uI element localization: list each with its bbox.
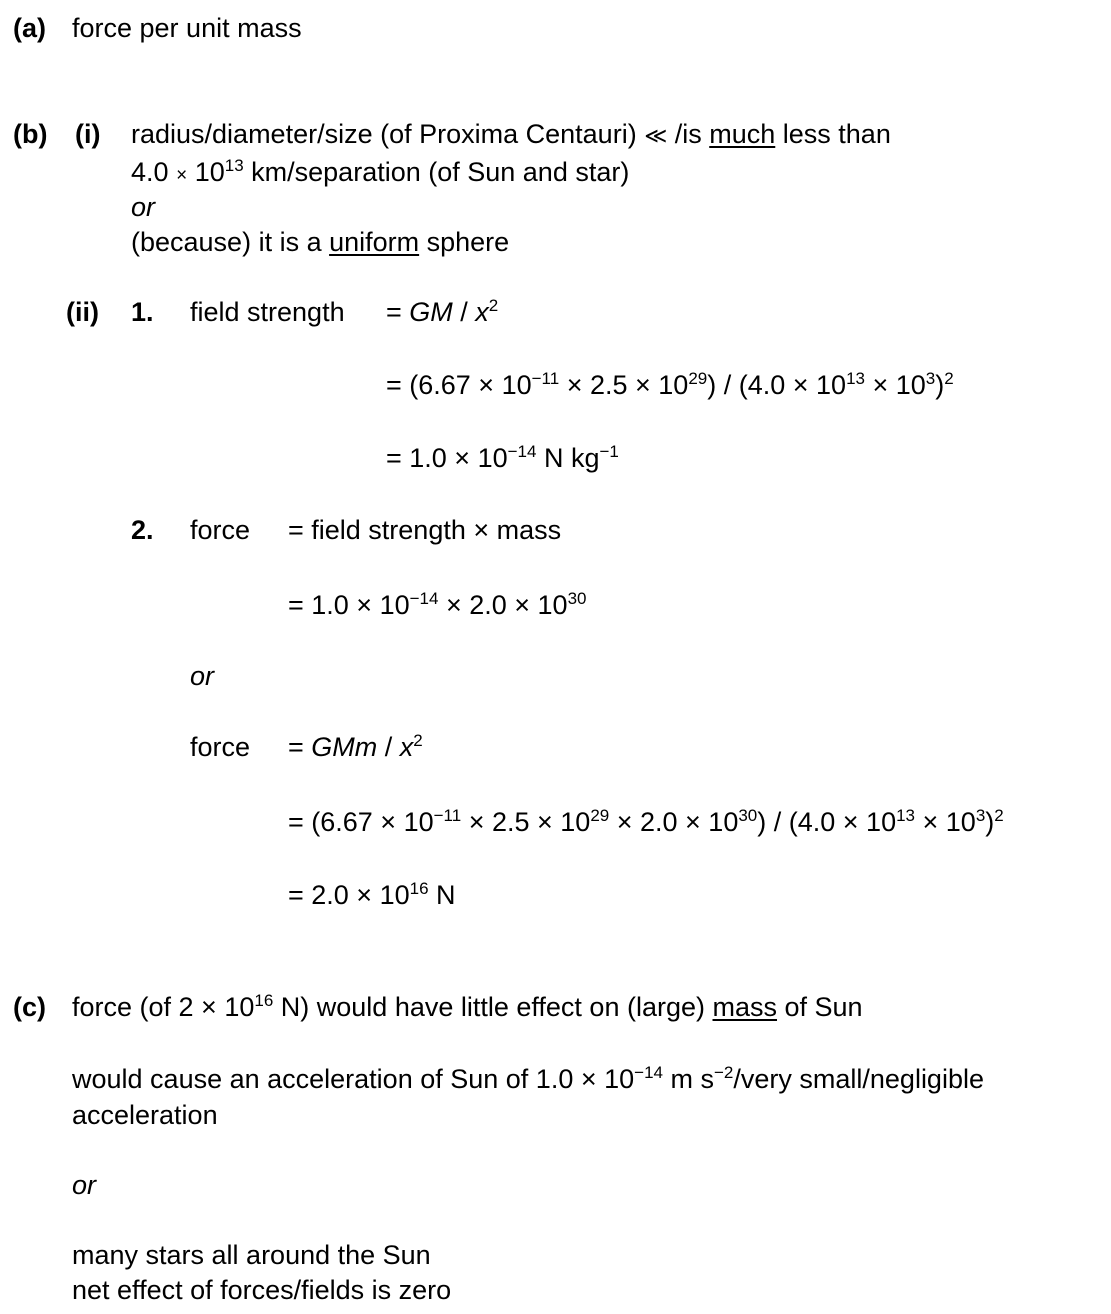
part-c-line4: many stars all around the Sun [72, 1240, 431, 1270]
part-c-line3: acceleration [72, 1100, 218, 1130]
part-c-label: (c) [13, 992, 46, 1022]
step-2-eq5: = $2.0 \times 10^{16}$ N [288, 879, 456, 910]
part-c-line2: would cause an acceleration of Sun of $1.0 \times 10^{-14}$ m $s^{-2}$/very small/negligible [72, 1063, 984, 1094]
much-less-than-symbol: ≪ [644, 123, 668, 148]
step-1-lhs: field strength [190, 297, 345, 327]
part-c-line1: force (of $2 \times 10^{16}$ N) would have little effect on (large) mass of Sun [72, 991, 863, 1022]
part-b-label: (b) [13, 119, 48, 149]
underlined-uniform: uniform [329, 227, 420, 257]
step-1-eq1: = GM / $x^2$ [386, 296, 499, 327]
step-2-eq3: = GMm / $x^2$ [288, 731, 423, 762]
part-b-i-or: or [131, 192, 156, 222]
step-1-number: 1. [131, 297, 154, 327]
step-2-lhs2: force [190, 732, 251, 762]
step-1-eq3: = $1.0 \times 10^{-14}$ N $kg^{-1}$ [386, 442, 619, 473]
step-2-eq4: = $(6.67 \times 10^{-11} \times 2.5 \times 10^{29} \times 2.0 \times 10^{30}) / (4.0 \times 10^{13} \times 10^3)^2$ [288, 806, 1004, 837]
part-c-line5: net effect of forces/fields is zero [72, 1275, 452, 1305]
part-b-i-line3: (because) it is a uniform sphere [131, 227, 510, 257]
step-2-eq2: = $1.0 \times 10^{-14} \times 2.0 \times 10^{30}$ [288, 589, 587, 620]
part-a-answer: force per unit mass [72, 13, 302, 43]
step-2-or: or [190, 661, 215, 691]
step-1-eq2: = $(6.67 \times 10^{-11} \times 2.5 \times 10^{29}) / (4.0 \times 10^{13} \times 10^3)^2$ [386, 369, 954, 400]
step-2-number: 2. [131, 515, 154, 545]
underlined-mass: mass [712, 992, 778, 1022]
underlined-much: much [709, 119, 776, 149]
part-b-ii-label: (ii) [66, 297, 99, 327]
part-b-i-line1: radius/diameter/size (of Proxima Centauri) ≪ /is much less than [131, 119, 891, 149]
part-b-i-line2: $4.0 \times 10^{13}$ km/separation (of Sun and star) [131, 156, 630, 187]
part-b-i-label: (i) [75, 119, 101, 149]
step-2-eq1: = field strength × mass [288, 515, 562, 545]
step-2-lhs: force [190, 515, 251, 545]
part-a-label: (a) [13, 13, 46, 43]
part-c-or: or [72, 1170, 97, 1200]
